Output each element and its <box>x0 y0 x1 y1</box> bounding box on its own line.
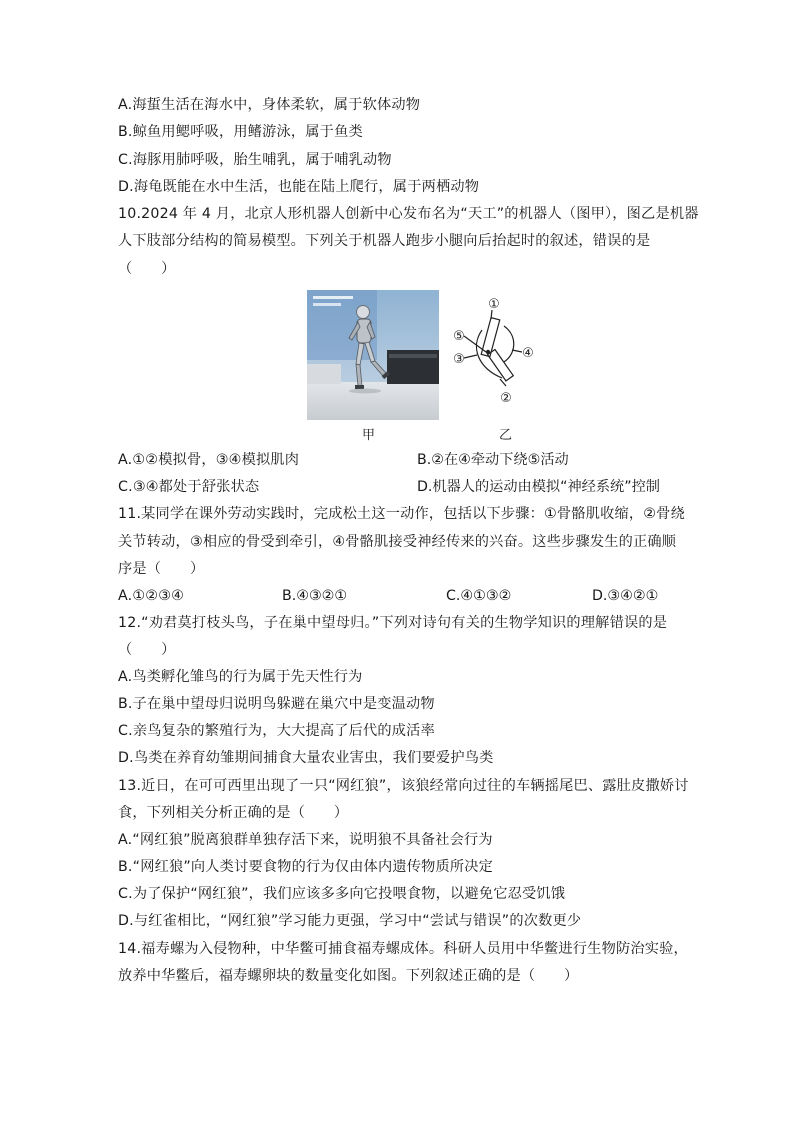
q11-option-c: C.④①③② <box>446 588 512 604</box>
q9-option-b: B.鲸鱼用鳃呼吸，用鳍游泳，属于鱼类 <box>118 124 363 140</box>
q11-stem-line-3: 序是（ ） <box>118 561 205 577</box>
label-5: ⑤ <box>453 329 465 344</box>
q10-stem-line-3: （ ） <box>118 261 176 277</box>
figure-b-caption: 乙 <box>499 428 513 443</box>
q11-stem-line-2: 关节转动，③相应的骨受到牵引，④骨骼肌接受神经传来的兴奋。这些步骤发生的正确顺 <box>118 534 677 550</box>
q11-option-b: B.④③②① <box>282 588 348 604</box>
q10-stem-line-2: 人下肢部分结构的简易模型。下列关于机器人跑步小腿向后抬起时的叙述，错误的是 <box>118 233 651 249</box>
leg-model-svg <box>448 292 548 416</box>
figure-a-caption: 甲 <box>362 428 376 443</box>
q11-option-a: A.①②③④ <box>118 588 185 604</box>
q13-stem-line-1: 13.近日，在可可西里出现了一只“网红狼”，该狼经常向过往的车辆摇尾巴、露肚皮撒娇讨 <box>118 778 689 794</box>
q14-stem-line-1: 14.福寿螺为入侵物种，中华鳖可捕食福寿螺成体。科研人员用中华鳖进行生物防治实验， <box>118 941 688 957</box>
label-3: ③ <box>453 352 465 367</box>
q12-option-b: B.子在巢中望母归说明鸟躲避在巢穴中是变温动物 <box>118 696 435 712</box>
q12-stem-line-1: 12.“劝君莫打枝头鸟，子在巢中望母归。”下列对诗句有关的生物学知识的理解错误的是 <box>118 615 668 631</box>
q12-stem-line-2: （ ） <box>118 642 176 658</box>
q13-option-b: B.“网红狼”向人类讨要食物的行为仅由体内遗传物质所决定 <box>118 859 494 875</box>
q13-option-c: C.为了保护“网红狼”，我们应该多多向它投喂食物，以避免它忍受饥饿 <box>118 886 566 902</box>
q9-option-a: A.海蜇生活在海水中，身体柔软，属于软体动物 <box>118 97 421 113</box>
q12-option-a: A.鸟类孵化雏鸟的行为属于先天性行为 <box>118 669 363 685</box>
q13-option-a: A.“网红狼”脱离狼群单独存活下来，说明狼不具备社会行为 <box>118 832 493 848</box>
label-2: ② <box>500 391 512 406</box>
q10-option-d: D.机器人的运动由模拟“神经系统”控制 <box>417 479 660 495</box>
leg-model-diagram <box>448 292 548 416</box>
q12-option-d: D.鸟类在养育幼雏期间捕食大量农业害虫，我们要爱护鸟类 <box>118 750 494 766</box>
q13-option-d: D.与红雀相比，“网红狼”学习能力更强，学习中“尝试与错误”的次数更少 <box>118 913 582 929</box>
q13-stem-line-2: 食，下列相关分析正确的是（ ） <box>118 805 349 821</box>
q10-option-c: C.③④都处于舒张状态 <box>118 479 260 495</box>
q9-option-d: D.海龟既能在水中生活，也能在陆上爬行，属于两栖动物 <box>118 179 480 195</box>
q14-stem-line-2: 放养中华鳖后，福寿螺卵块的数量变化如图。下列叙述正确的是（ ） <box>118 968 579 984</box>
q10-option-b: B.②在④牵动下绕⑤活动 <box>417 452 569 468</box>
q9-option-c: C.海豚用肺呼吸，胎生哺乳，属于哺乳动物 <box>118 152 392 168</box>
q12-option-c: C.亲鸟复杂的繁殖行为，大大提高了后代的成活率 <box>118 723 435 739</box>
q10-stem-line-1: 10.2024 年 4 月，北京人形机器人创新中心发布名为“天工”的机器人（图甲），图乙是机器 <box>118 206 699 222</box>
q11-stem-line-1: 11.某同学在课外劳动实践时，完成松土这一动作，包括以下步骤：①骨骼肌收缩，②骨绕 <box>118 506 685 522</box>
robot-photo-illustration <box>307 290 439 420</box>
label-4: ④ <box>522 346 534 361</box>
label-1: ① <box>488 297 500 312</box>
robot-photo <box>307 290 439 420</box>
q11-option-d: D.③④②① <box>592 588 659 604</box>
q10-option-a: A.①②模拟骨，③④模拟肌肉 <box>118 452 300 468</box>
